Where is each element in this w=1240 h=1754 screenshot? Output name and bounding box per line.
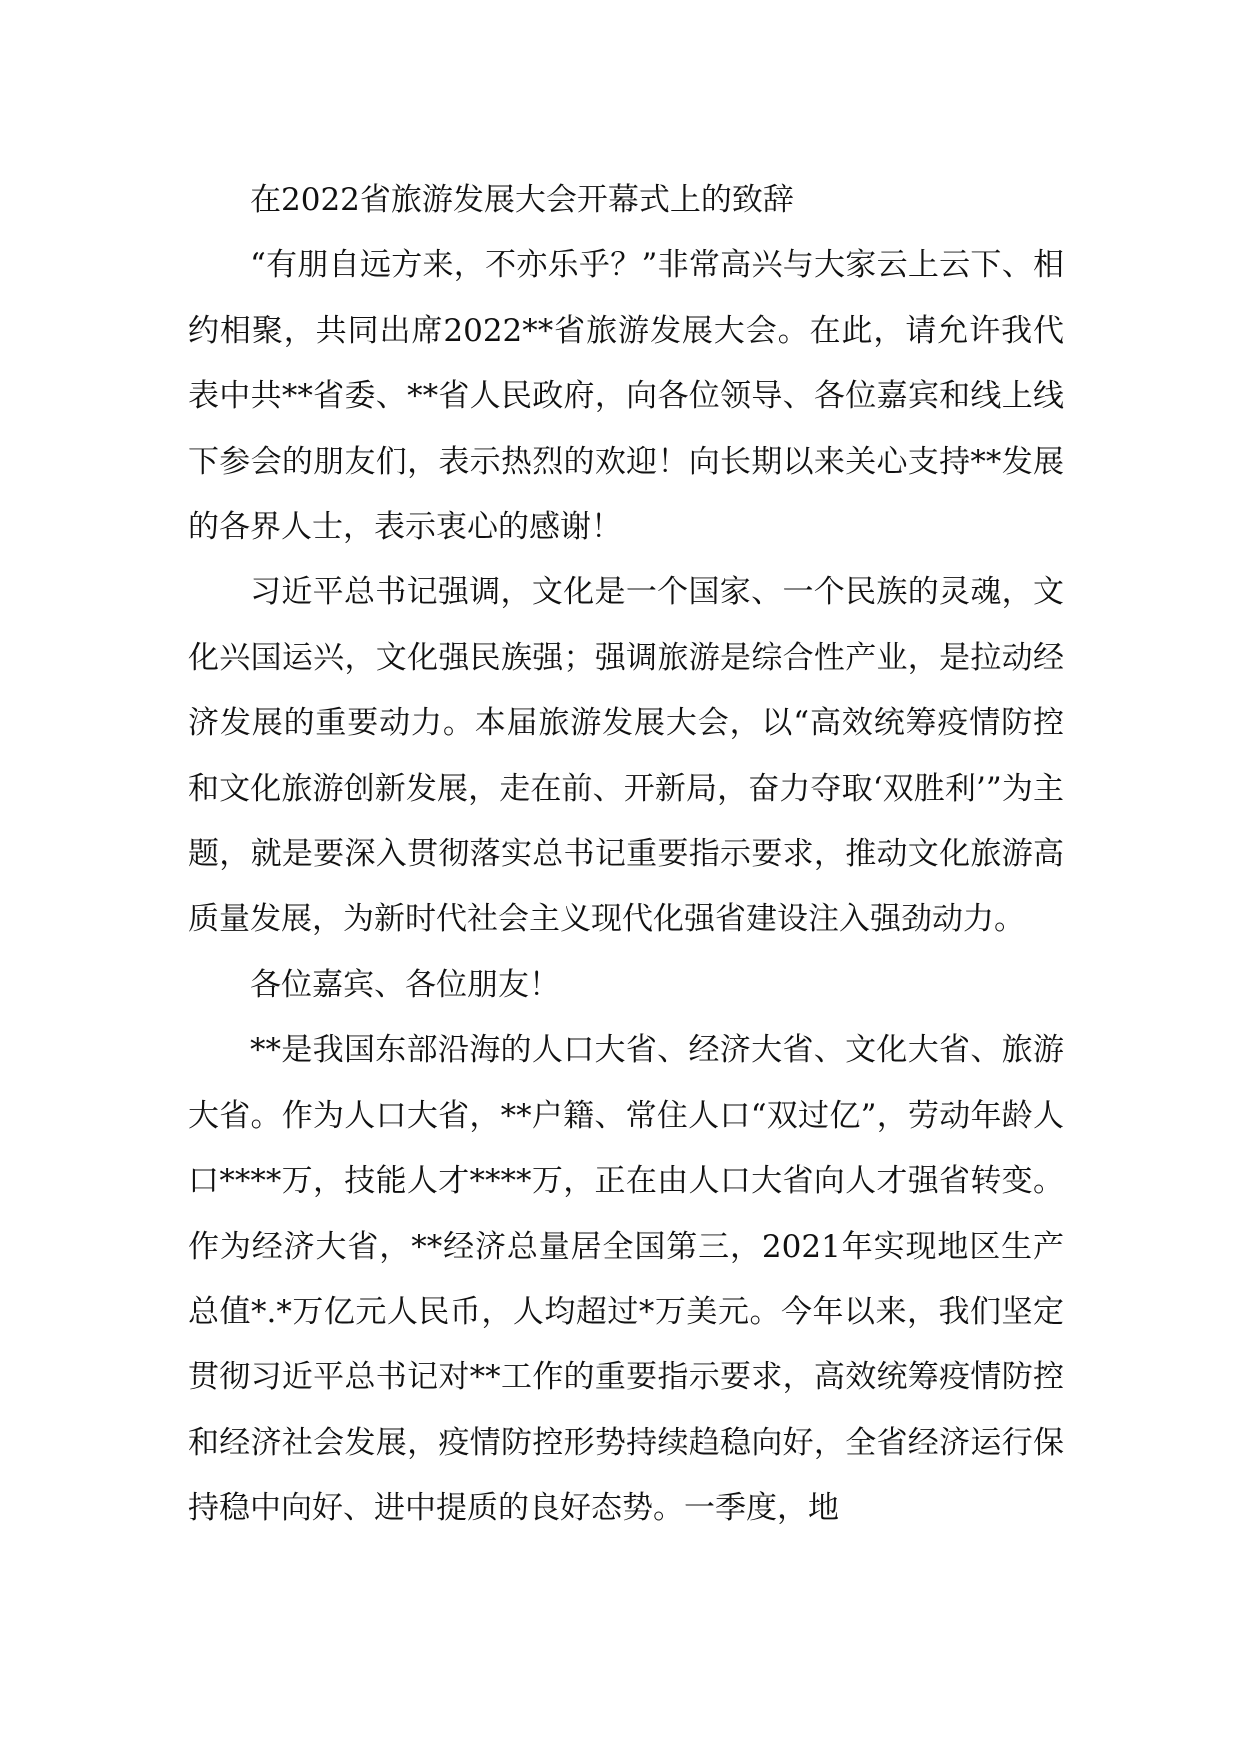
paragraph-greeting: 各位嘉宾、各位朋友！ [250,966,560,1003]
paragraph-province-overview: **是我国东部沿海的人口大省、经济大省、文化大省、旅游大省。作为人口大省，**户籍、常住人口“双过亿”，劳动年龄人口****万，技能人才****万，正在由人口大省向人才强省转变。作为经济大省，**经济总量居全国第三，2021年实现地区生产总值*.*万亿元人民币，人均超过*万美元。今年以来，我们坚定贯彻习近平总书记对**工作的重要指示要求，高效统筹疫情防控和经济社会发展，疫情防控形势持续趋稳向好，全省经济运行保持稳中向好、进中提质的良好态势。一季度，地 [188,1032,1064,1527]
paragraph-culture-tourism: 习近平总书记强调，文化是一个国家、一个民族的灵魂，文化兴国运兴，文化强民族强；强调旅游是综合性产业，是拉动经济发展的重要动力。本届旅游发展大会，以“高效统筹疫情防控和文化旅游创新发展，走在前、开新局，奋力夺取‘双胜利’”为主题，就是要深入贯彻落实总书记重要指示要求，推动文化旅游高质量发展，为新时代社会主义现代化强省建设注入强劲动力。 [188,574,1064,938]
document-body [188,168,1064,1542]
paragraph-welcome: “有朋自远方来，不亦乐乎？”非常高兴与大家云上云下、相约相聚，共同出席2022**省旅游发展大会。在此，请允许我代表中共**省委、**省人民政府，向各位领导、各位嘉宾和线上线下参会的朋友们，表示热烈的欢迎！向长期以来关心支持**发展的各界人士，表示衷心的感谢！ [188,247,1064,546]
document-title: 在2022省旅游发展大会开幕式上的致辞 [250,182,794,218]
